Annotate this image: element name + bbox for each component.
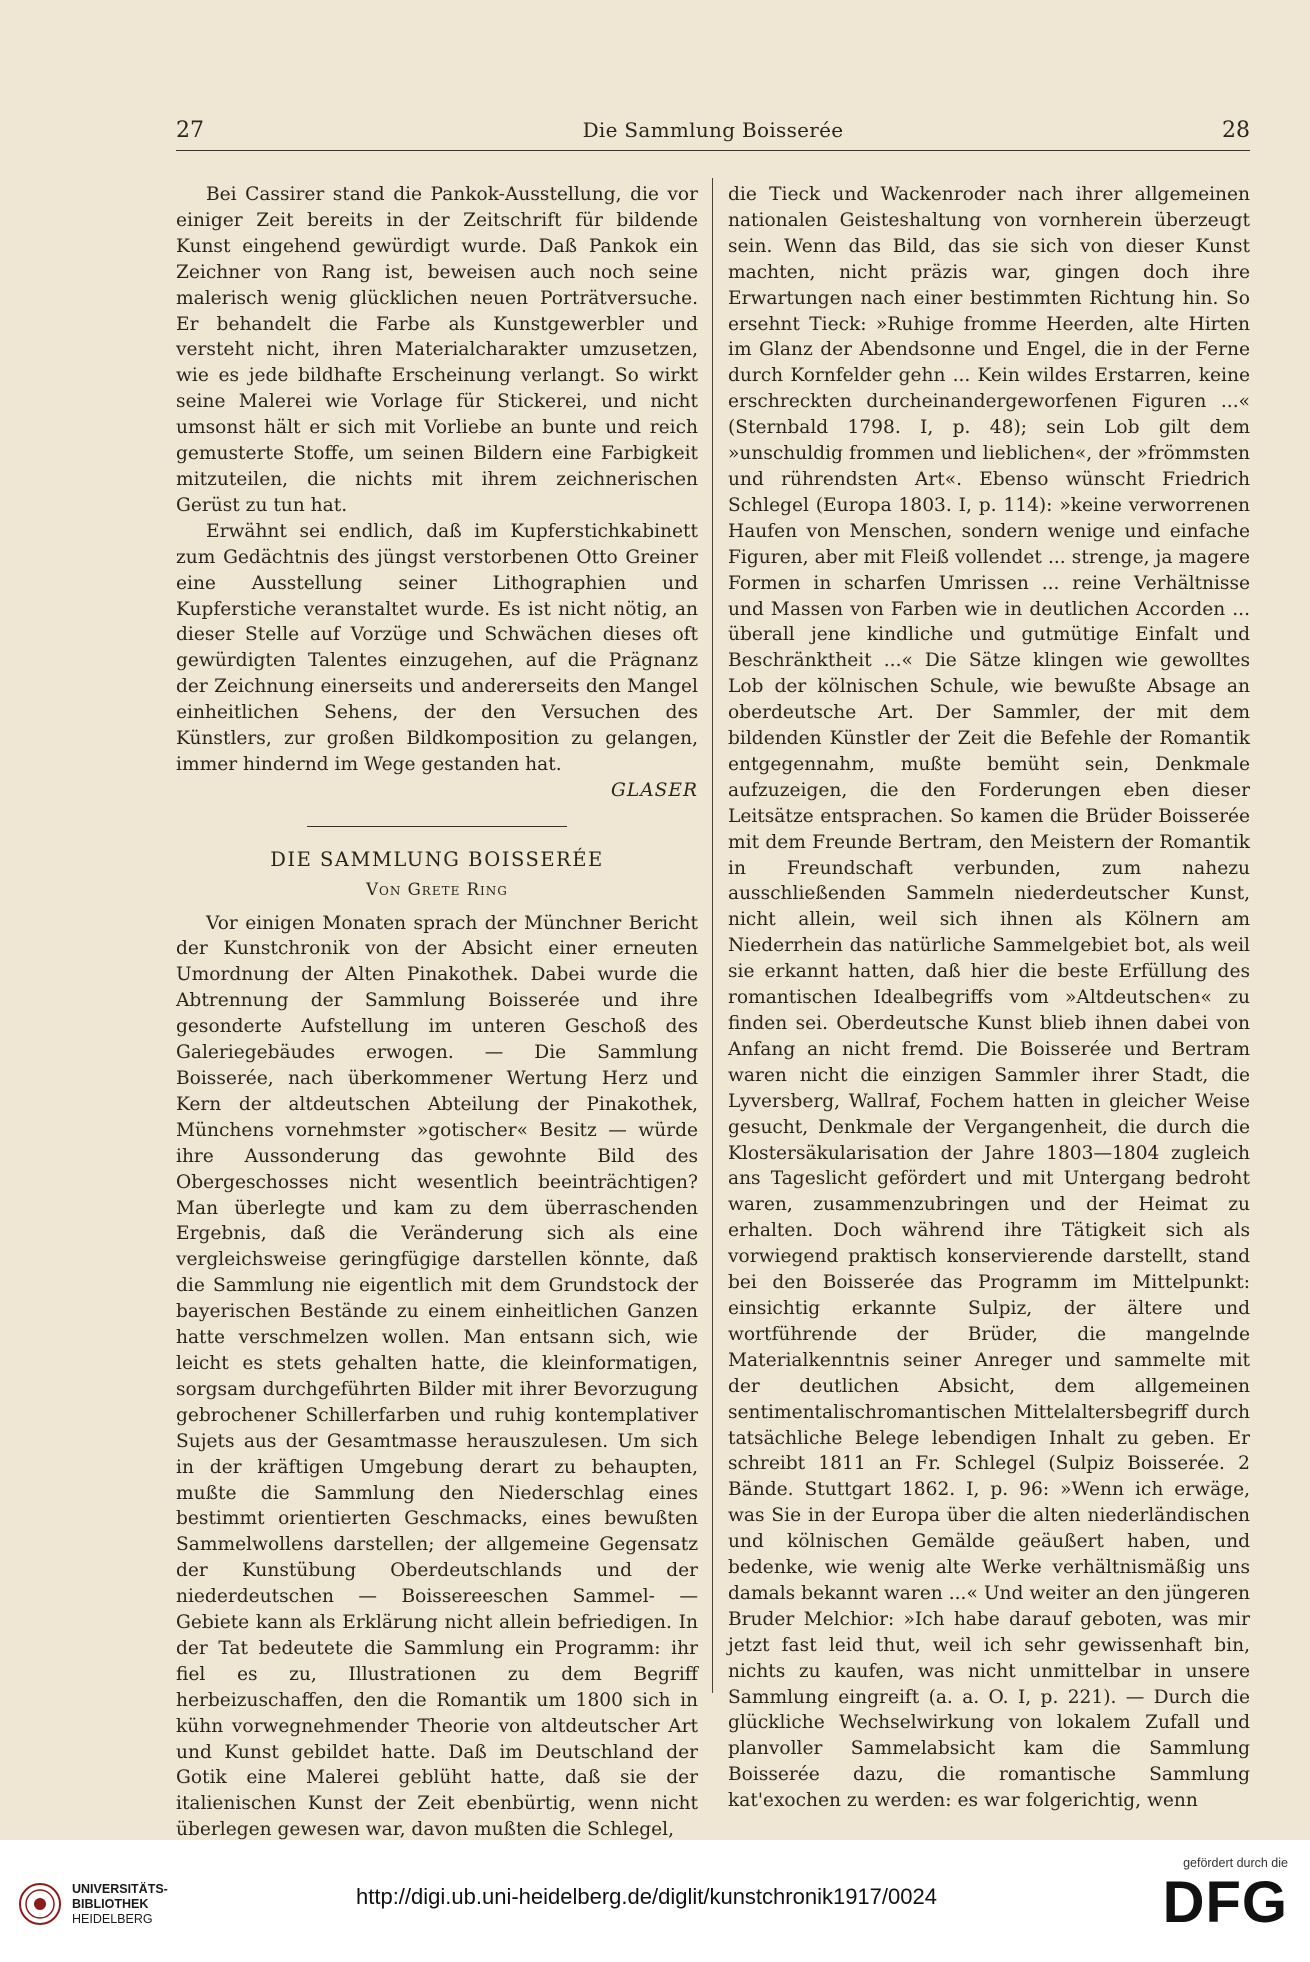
right-column [728, 182, 1250, 1814]
page-number-right: 28 [1222, 118, 1250, 143]
permalink-url[interactable]: http://digi.ub.uni-heidelberg.de/diglit/kunstchronik1917/0024 [356, 1884, 937, 1909]
digitization-footer [0, 1840, 1310, 1962]
funded-by-label: gefördert durch die [1183, 1856, 1288, 1870]
library-name-line-2: BIBLIOTHEK [72, 1897, 149, 1911]
article-title: DIE SAMMLUNG BOISSERÉE [270, 847, 604, 871]
author-signature: GLASER [611, 779, 698, 801]
running-header [176, 118, 1250, 150]
page-number-left: 27 [176, 118, 204, 143]
library-name-line-3: HEIDELBERG [72, 1912, 153, 1926]
section-separator [307, 826, 567, 827]
paragraph-pankok: Bei Cassirer stand die Pankok-Ausstellung, die vor einiger Zeit bereits in der Zeitschrift für bildende Kunst eingehend gewürdigt wurde. Daß Pankok ein Zeichner von Rang ist, beweisen auch noch seine malerisch wenig glücklichen neuen Porträtversuche. Er behandelt die Farbe als Kunstgewerbler und versteht nicht, ihren Materialcharakter umzusetzen, wie es jede bildhafte Erscheinung verlangt. So wirkt seine Malerei wie Vorlage für Stickerei, und nicht umsonst hält er sich mit Vorliebe an bunte und reich gemusterte Stoffe, um seinen Bildern eine Farbigkeit mitzuteilen, die nichts mit ihrem zeichnerischen Gerüst zu tun hat. [176, 184, 698, 516]
header-rule [176, 150, 1250, 151]
dfg-wordmark: DFG [1162, 1870, 1288, 1935]
article-author: Von Grete Ring [366, 879, 508, 899]
library-name-line-1: UNIVERSITÄTS- [72, 1882, 168, 1896]
library-logo[interactable] [0, 1870, 180, 1940]
running-title: Die Sammlung Boisserée [582, 118, 844, 142]
university-seal-icon [18, 1882, 62, 1926]
left-column [176, 182, 698, 1843]
paragraph-greiner: Erwähnt sei endlich, daß im Kupferstichkabinett zum Gedächtnis des jüngst verstorbenen Otto Greiner eine Ausstellung seiner Lithographien und Kupferstiche veranstaltet wurde. Es ist nicht nötig, an dieser Stelle auf Vorzüge und Schwächen dieses oft gewürdigten Talentes einzugehen, auf die Prägnanz der Zeichnung einerseits und andererseits den Mangel einheitlichen Sehens, der den Versuchen des Künstlers, zur großen Bildkomposition zu gelangen, immer hindernd im Wege gestanden hat. [176, 520, 698, 775]
column-divider [712, 178, 713, 1693]
paragraph-boisseree-intro: Vor einigen Monaten sprach der Münchner Bericht der Kunstchronik von der Absicht einer erneuten Umordnung der Alten Pinakothek. Dabei wurde die Abtrennung der Sammlung Boisserée und ihre gesonderte Aufstellung im unteren Geschoß des Galeriegebäudes erwogen. — Die Sammlung Boisserée, nach überkommener Wertung Herz und Kern der altdeutschen Abteilung der Pinakothek, Münchens vornehmster »gotischer« Besitz — würde ihre Aussonderung das gewohnte Bild des Obergeschosses nicht wesentlich beeinträchtigen? Man überlegte und kam zu dem überraschenden Ergebnis, daß die Veränderung sich als eine vergleichsweise geringfügige darstellen könnte, daß die Sammlung nie eigentlich mit dem Grundstock der bayerischen Bestände zu einem einheitlichen Ganzen hatte verschmelzen wollen. Man entsann sich, wie leicht es stets gehalten hatte, die kleinformatigen, sorgsam durchgeführten Bilder mit ihrer Bevorzugung gebrochener Schillerfarben und ruhig kontemplativer Sujets aus der Gesamtmasse herauszulesen. Um sich in der kräftigen Umgebung derart zu behaupten, mußte die Sammlung den Niederschlag eines bestimmt orientierten Geschmacks, eines bewußten Sammelwollens darstellen; der allgemeine Gegensatz der Kunstübung Oberdeutschlands und der niederdeutschen — Boissereeschen Sammel- — Gebiete kann als Erklärung nicht allein befriedigen. In der Tat bedeutete die Sammlung ein Programm: ihr fiel es zu, Illustrationen zu dem Begriff herbeizuschaffen, den die Romantik um 1800 sich in kühn vorwegnehmender Theorie von altdeutscher Art und Kunst gebildet hatte. Daß im Deutschland der Gotik eine Malerei geblüht hatte, daß sie der italienischen Kunst der Zeit ebenbürtig, wenn nicht überlegen gewesen war, davon mußten die Schlegel, [176, 912, 698, 1841]
paragraph-romantik: die Tieck und Wackenroder nach ihrer allgemeinen nationalen Geisteshaltung von vornherein überzeugt sein. Wenn das Bild, das sie sich von dieser Kunst machten, nicht präzis war, gingen doch ihre Erwartungen nach einer bestimmten Richtung hin. So ersehnt Tieck: »Ruhige fromme Heerden, alte Hirten im Glanz der Abendsonne und Engel, die in der Ferne durch Kornfelder gehn ... Kein wildes Erstarren, keine erschreckten durcheinandergeworfenen Figuren ...« (Sternbald 1798. I, p. 48); sein Lob gilt dem »unschuldig frommen und lieblichen«, der »frömmsten und rührendsten Art«. Ebenso wünscht Friedrich Schlegel (Europa 1803. I, p. 114): »keine verworrenen Haufen von Menschen, sondern wenige und einfache Figuren, aber mit Fleiß vollendet ... strenge, ja magere Formen in scharfen Umrissen ... reine Verhältnisse und Massen von Farben wie in deutlichen Accorden ... überall jene kindliche und gutmütige Einfalt und Beschränktheit ...« Die Sätze klingen wie gewolltes Lob der kölnischen Schule, wie bewußte Absage an oberdeutsche Art. Der Sammler, der mit dem bildenden Künstler der Zeit die Befehle der Romantik entgegennahm, mußte bemüht sein, Denkmale aufzuzeigen, die den Forderungen eben dieser Leitsätze entsprachen. So kamen die Brüder Boisserée mit dem Freunde Bertram, den Meistern der Romantik in Freundschaft verbunden, zum nahezu ausschließenden Sammeln niederdeutscher Kunst, nicht allein, weil sich ihnen als Kölnern am Niederrhein das natürliche Sammelgebiet bot, als weil sie erkannt hatten, daß hier die beste Erfüllung des romantischen Idealbegriffs vom »Altdeutschen« zu finden sei. Oberdeutsche Kunst blieb ihnen dabei von Anfang an nicht fremd. Die Boisserée und Bertram waren nicht die einzigen Sammler ihrer Stadt, die Lyversberg, Wallraf, Fochem hatten in gleicher Weise gesucht, Denkmale der Vergangenheit, die durch die Klostersäkularisation der Jahre 1803—1804 zugleich ans Tageslicht gefördert und mit Untergang bedroht waren, zusammenzubringen und der Heimat zu erhalten. Doch während ihre Tätigkeit sich als vorwiegend praktisch konservierende darstellt, stand bei den Boisserée das Programm im Mittelpunkt: einsichtig erkannte Sulpiz, der ältere und wortführende der Brüder, die mangelnde Materialkenntnis seiner Anreger und sammelte mit der deutlichen Absicht, dem allgemeinen sentimentalischromantischen Mittelaltersbegriff durch tatsächliche Belege lebendigen Inhalt zu geben. Er schreibt 1811 an Fr. Schlegel (Sulpiz Boisserée. 2 Bände. Stuttgart 1862. I, p. 96: »Wenn ich erwäge, was Sie in der Europa über die alten niederländischen und kölnischen Gemälde geäußert haben, und bedenke, wie wenig alte Werke verhältnismäßig uns damals bekannt waren ...« Und weiter an den jüngeren Bruder Melchior: »Ich habe darauf geboten, was mir jetzt fast leid thut, weil ich sehr gewissenhaft bin, nichts zu kaufen, was nicht unmittelbar in unsere Sammlung eingreift (a. a. O. I, p. 221). — Durch die glückliche Wechselwirkung von lokalem Zufall und planvoller Sammelabsicht kam die Sammlung Boisserée dazu, die romantische Sammlung kat'exochen zu werden: es war folgerichtig, wenn [728, 184, 1250, 1812]
library-name [72, 1882, 168, 1927]
dfg-logo[interactable] [1158, 1856, 1288, 1935]
